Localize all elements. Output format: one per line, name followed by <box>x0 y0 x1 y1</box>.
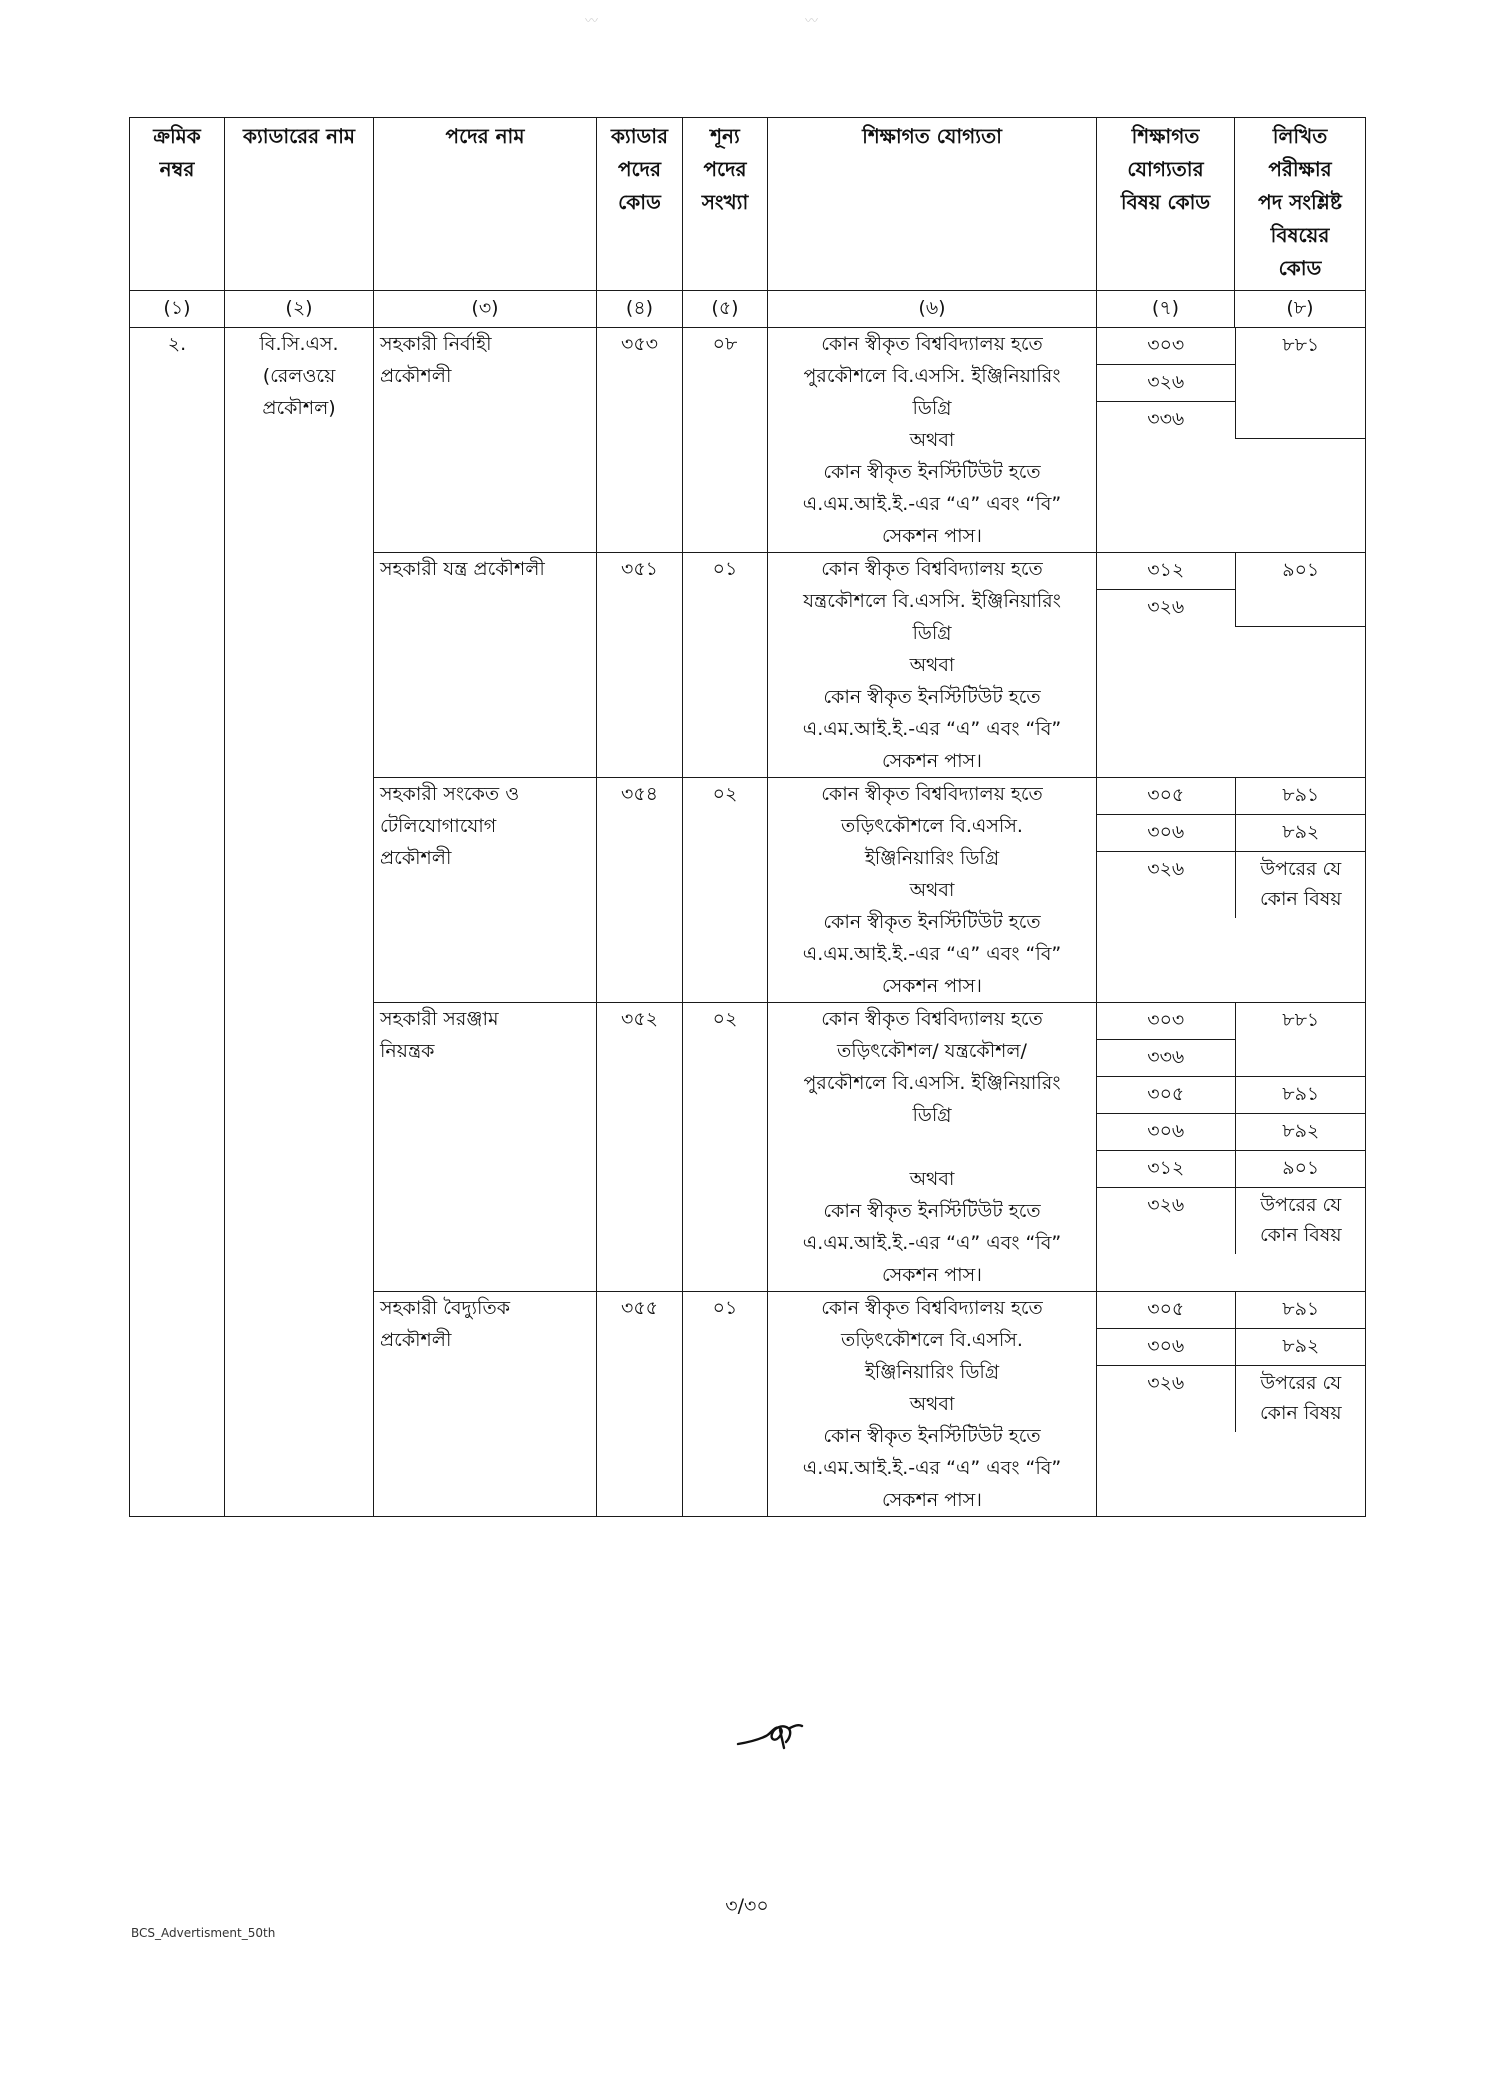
codes-row <box>1097 1188 1366 1255</box>
column-number: (৭) <box>1097 291 1235 328</box>
column-number: (১) <box>130 291 225 328</box>
column-header-line: কোড <box>1278 256 1322 280</box>
exam-code-line: ৮৯১ <box>1282 784 1320 806</box>
qualification-line: অথবা <box>909 1393 955 1415</box>
table-body <box>130 291 1366 1517</box>
exam-code-line: ৮৮১ <box>1282 334 1320 356</box>
codes-subtable <box>1097 553 1366 627</box>
qualification-line: কোন স্বীকৃত বিশ্ববিদ্যালয় হতে <box>821 558 1043 580</box>
cadre-code-cell: ৩৫২ <box>597 1003 683 1292</box>
qualification-line: কোন স্বীকৃত ইনস্টিটিউট হতে <box>823 1200 1041 1222</box>
column-number: (৪) <box>597 291 683 328</box>
post-name-line: প্রকৌশলী <box>380 1329 452 1351</box>
qualification-line: ইঞ্জিনিয়ারিং ডিগ্রি <box>864 1361 1000 1383</box>
column-header <box>1097 118 1235 291</box>
column-header <box>768 118 1097 291</box>
qualification-line: এ.এম.আই.ই.-এর “এ” এবং “বি” <box>802 943 1062 965</box>
qualification-line: যন্ত্রকৌশলে বি.এসসি. ইঞ্জিনিয়ারিং <box>803 590 1061 612</box>
subject-code: ৩২৬ <box>1097 852 1235 919</box>
codes-subtable <box>1097 1292 1366 1432</box>
exam-code <box>1235 553 1366 626</box>
subject-code: ৩২৬ <box>1097 1188 1235 1255</box>
exam-code <box>1235 815 1366 852</box>
qualification-line <box>774 1131 1090 1163</box>
codes-subtable <box>1097 328 1366 439</box>
cadre-name-cell <box>225 328 374 1517</box>
cadre-code-cell: ৩৫১ <box>597 553 683 778</box>
exam-code-line: কোন বিষয় <box>1259 888 1342 910</box>
column-header-line: লিখিত <box>1272 124 1328 148</box>
qualification-cell <box>768 1003 1097 1292</box>
subject-code: ৩১২ <box>1097 1151 1235 1188</box>
cadre-name-line: (রেলওয়ে <box>262 365 336 387</box>
column-header-line: পরীক্ষার <box>1268 157 1332 181</box>
page-number: ৩/৩০ <box>725 1895 769 1917</box>
exam-code-line: ৮৯১ <box>1282 1298 1320 1320</box>
codes-row <box>1097 1292 1366 1329</box>
exam-code-line: উপরের যে <box>1260 1194 1342 1216</box>
qualification-line: ডিগ্রি <box>912 622 952 644</box>
subject-exam-codes-cell <box>1097 778 1366 1003</box>
column-header-line: যোগ্যতার <box>1127 157 1204 181</box>
qualification-line: তড়িৎকৌশলে বি.এসসি. <box>841 1329 1023 1351</box>
qualification-cell <box>768 553 1097 778</box>
column-header-line: পদ সংশ্লিষ্ট <box>1258 190 1342 214</box>
qualification-line: কোন স্বীকৃত বিশ্ববিদ্যালয় হতে <box>821 1297 1043 1319</box>
table-row <box>130 328 1366 553</box>
subject-code: ৩৩৬ <box>1097 402 1235 439</box>
codes-subtable <box>1097 778 1366 918</box>
subject-code: ৩২৬ <box>1097 365 1235 402</box>
qualification-line: কোন স্বীকৃত ইনস্টিটিউট হতে <box>823 461 1041 483</box>
post-name-cell <box>374 328 597 553</box>
codes-row <box>1097 852 1366 919</box>
post-name-line: সহকারী নির্বাহী <box>380 333 492 355</box>
subject-code: ৩০৫ <box>1097 778 1235 815</box>
vacancy-count-cell: ০১ <box>683 1292 768 1517</box>
scan-speck: 〰 <box>805 14 819 29</box>
qualification-line: অথবা <box>909 429 955 451</box>
exam-code <box>1235 1366 1366 1433</box>
post-name-line: সহকারী যন্ত্র প্রকৌশলী <box>380 558 545 580</box>
subject-code: ৩০৫ <box>1097 1077 1235 1114</box>
column-header-line: শূন্য <box>710 124 740 148</box>
subject-code: ৩২৬ <box>1097 590 1235 627</box>
qualification-line: অথবা <box>909 879 955 901</box>
subject-code: ৩২৬ <box>1097 1366 1235 1433</box>
column-header <box>1235 118 1366 291</box>
subject-exam-codes-cell <box>1097 328 1366 553</box>
qualification-line: কোন স্বীকৃত বিশ্ববিদ্যালয় হতে <box>821 333 1043 355</box>
vacancy-count-cell: ০২ <box>683 778 768 1003</box>
subject-exam-codes-cell <box>1097 1292 1366 1517</box>
exam-code <box>1235 1077 1366 1114</box>
vacancy-table <box>129 117 1366 1517</box>
subject-exam-codes-cell <box>1097 553 1366 778</box>
exam-code-line: ৯০১ <box>1282 559 1320 581</box>
column-number: (২) <box>225 291 374 328</box>
exam-code <box>1235 1329 1366 1366</box>
qualification-line: ডিগ্রি <box>912 1104 952 1126</box>
column-number: (৫) <box>683 291 768 328</box>
codes-row <box>1097 1329 1366 1366</box>
column-header-line: পদের <box>703 157 747 181</box>
qualification-line: সেকশন পাস। <box>882 1264 982 1286</box>
exam-code <box>1235 778 1366 815</box>
subject-exam-codes-cell <box>1097 1003 1366 1292</box>
cadre-code-cell: ৩৫৪ <box>597 778 683 1003</box>
exam-code <box>1235 852 1366 919</box>
exam-code-line: উপরের যে <box>1260 1372 1342 1394</box>
column-header <box>374 118 597 291</box>
cadre-name-line: প্রকৌশল) <box>262 397 336 419</box>
qualification-line: সেকশন পাস। <box>882 525 982 547</box>
subject-code: ৩০৬ <box>1097 1329 1235 1366</box>
qualification-line: অথবা <box>909 654 955 676</box>
cadre-name-line: বি.সি.এস. <box>259 333 339 355</box>
column-number: (৬) <box>768 291 1097 328</box>
qualification-cell <box>768 778 1097 1003</box>
qualification-line: কোন স্বীকৃত ইনস্টিটিউট হতে <box>823 1425 1041 1447</box>
column-header-line: বিষয়ের <box>1270 223 1330 247</box>
exam-code-line: ৮৯২ <box>1282 821 1320 843</box>
qualification-line: তড়িৎকৌশল/ যন্ত্রকৌশল/ <box>837 1040 1027 1062</box>
column-header-line: কোড <box>618 190 661 214</box>
qualification-line: সেকশন পাস। <box>882 1489 982 1511</box>
qualification-line: সেকশন পাস। <box>882 750 982 772</box>
codes-row <box>1097 1077 1366 1114</box>
subject-code: ৩০৬ <box>1097 1114 1235 1151</box>
column-header-line: ক্যাডার <box>610 124 669 148</box>
qualification-line: ইঞ্জিনিয়ারিং ডিগ্রি <box>864 847 1000 869</box>
exam-code-line: ৮৯২ <box>1282 1335 1320 1357</box>
qualification-cell <box>768 1292 1097 1517</box>
column-header-line: শিক্ষাগত যোগ্যতা <box>862 124 1002 148</box>
qualification-line: তড়িৎকৌশলে বি.এসসি. <box>841 815 1023 837</box>
codes-row <box>1097 1003 1366 1040</box>
exam-code-line: উপরের যে <box>1260 858 1342 880</box>
codes-row <box>1097 1151 1366 1188</box>
qualification-cell <box>768 328 1097 553</box>
vacancy-count-cell: ০২ <box>683 1003 768 1292</box>
column-header <box>683 118 768 291</box>
exam-code-line: ৯০১ <box>1282 1157 1320 1179</box>
post-name-cell <box>374 553 597 778</box>
vacancy-count-cell: ০১ <box>683 553 768 778</box>
exam-code <box>1235 328 1366 438</box>
cadre-code-cell: ৩৫৩ <box>597 328 683 553</box>
signature-mark <box>736 1718 816 1758</box>
qualification-line: অথবা <box>909 1168 955 1190</box>
post-name-line: সহকারী সরঞ্জাম <box>380 1008 499 1030</box>
exam-code <box>1235 1114 1366 1151</box>
exam-code-line: কোন বিষয় <box>1259 1402 1342 1424</box>
qualification-line: কোন স্বীকৃত ইনস্টিটিউট হতে <box>823 911 1041 933</box>
exam-code-line: ৮৯১ <box>1282 1083 1320 1105</box>
exam-code <box>1235 1292 1366 1329</box>
qualification-line: কোন স্বীকৃত বিশ্ববিদ্যালয় হতে <box>821 783 1043 805</box>
codes-row <box>1097 778 1366 815</box>
footer-filename: BCS_Advertisment_50th <box>131 1926 276 1940</box>
exam-code <box>1235 1151 1366 1188</box>
column-number: (৩) <box>374 291 597 328</box>
qualification-line: ডিগ্রি <box>912 397 952 419</box>
qualification-line: পুরকৌশলে বি.এসসি. ইঞ্জিনিয়ারিং <box>803 1072 1061 1094</box>
exam-code <box>1235 1188 1366 1255</box>
column-header <box>225 118 374 291</box>
cadre-code-cell: ৩৫৫ <box>597 1292 683 1517</box>
column-header-line: ক্রমিক <box>153 124 201 148</box>
exam-code <box>1235 1003 1366 1077</box>
vacancy-count-cell: ০৮ <box>683 328 768 553</box>
qualification-line: কোন স্বীকৃত বিশ্ববিদ্যালয় হতে <box>821 1008 1043 1030</box>
exam-code-line: ৮৯২ <box>1282 1120 1320 1142</box>
column-header-line: পদের নাম <box>445 124 525 148</box>
qualification-line: এ.এম.আই.ই.-এর “এ” এবং “বি” <box>802 1457 1062 1479</box>
column-number-row <box>130 291 1366 328</box>
column-header-line: সংখ্যা <box>701 190 749 214</box>
qualification-line: সেকশন পাস। <box>882 975 982 997</box>
column-number: (৮) <box>1235 291 1366 328</box>
subject-code: ৩০৩ <box>1097 328 1235 365</box>
column-header <box>130 118 225 291</box>
scan-speck: 〰 <box>585 14 599 29</box>
subject-code: ৩০৬ <box>1097 815 1235 852</box>
qualification-line: এ.এম.আই.ই.-এর “এ” এবং “বি” <box>802 493 1062 515</box>
subject-code: ৩১২ <box>1097 553 1235 590</box>
post-name-line: টেলিযোগাযোগ <box>380 815 497 837</box>
qualification-line: পুরকৌশলে বি.এসসি. ইঞ্জিনিয়ারিং <box>803 365 1061 387</box>
post-name-line: সহকারী বৈদ্যুতিক <box>380 1297 510 1319</box>
table-header-row <box>130 118 1366 291</box>
codes-row <box>1097 1114 1366 1151</box>
codes-row <box>1097 1366 1366 1433</box>
qualification-line: এ.এম.আই.ই.-এর “এ” এবং “বি” <box>802 1232 1062 1254</box>
subject-code: ৩০৫ <box>1097 1292 1235 1329</box>
exam-code-line: ৮৮১ <box>1282 1009 1320 1031</box>
column-header <box>597 118 683 291</box>
post-name-line: সহকারী সংকেত ও <box>380 783 520 805</box>
column-header-line: নম্বর <box>159 157 195 181</box>
serial-cell: ২. <box>130 328 225 1517</box>
column-header-line: শিক্ষাগত <box>1131 124 1200 148</box>
subject-code: ৩৩৬ <box>1097 1040 1235 1077</box>
exam-code-line: কোন বিষয় <box>1259 1224 1342 1246</box>
post-name-cell <box>374 778 597 1003</box>
post-name-cell <box>374 1003 597 1292</box>
post-name-line: প্রকৌশলী <box>380 365 452 387</box>
column-header-line: ক্যাডারের নাম <box>243 124 355 148</box>
post-name-line: নিয়ন্ত্রক <box>380 1040 435 1062</box>
subject-code: ৩০৩ <box>1097 1003 1235 1040</box>
codes-subtable <box>1097 1003 1366 1254</box>
column-header-line: বিষয় কোড <box>1120 190 1211 214</box>
post-name-line: প্রকৌশলী <box>380 847 452 869</box>
qualification-line: এ.এম.আই.ই.-এর “এ” এবং “বি” <box>802 718 1062 740</box>
codes-row <box>1097 328 1366 365</box>
codes-row <box>1097 815 1366 852</box>
codes-row <box>1097 553 1366 590</box>
post-name-cell <box>374 1292 597 1517</box>
column-header-line: পদের <box>617 157 662 181</box>
qualification-line: কোন স্বীকৃত ইনস্টিটিউট হতে <box>823 686 1041 708</box>
